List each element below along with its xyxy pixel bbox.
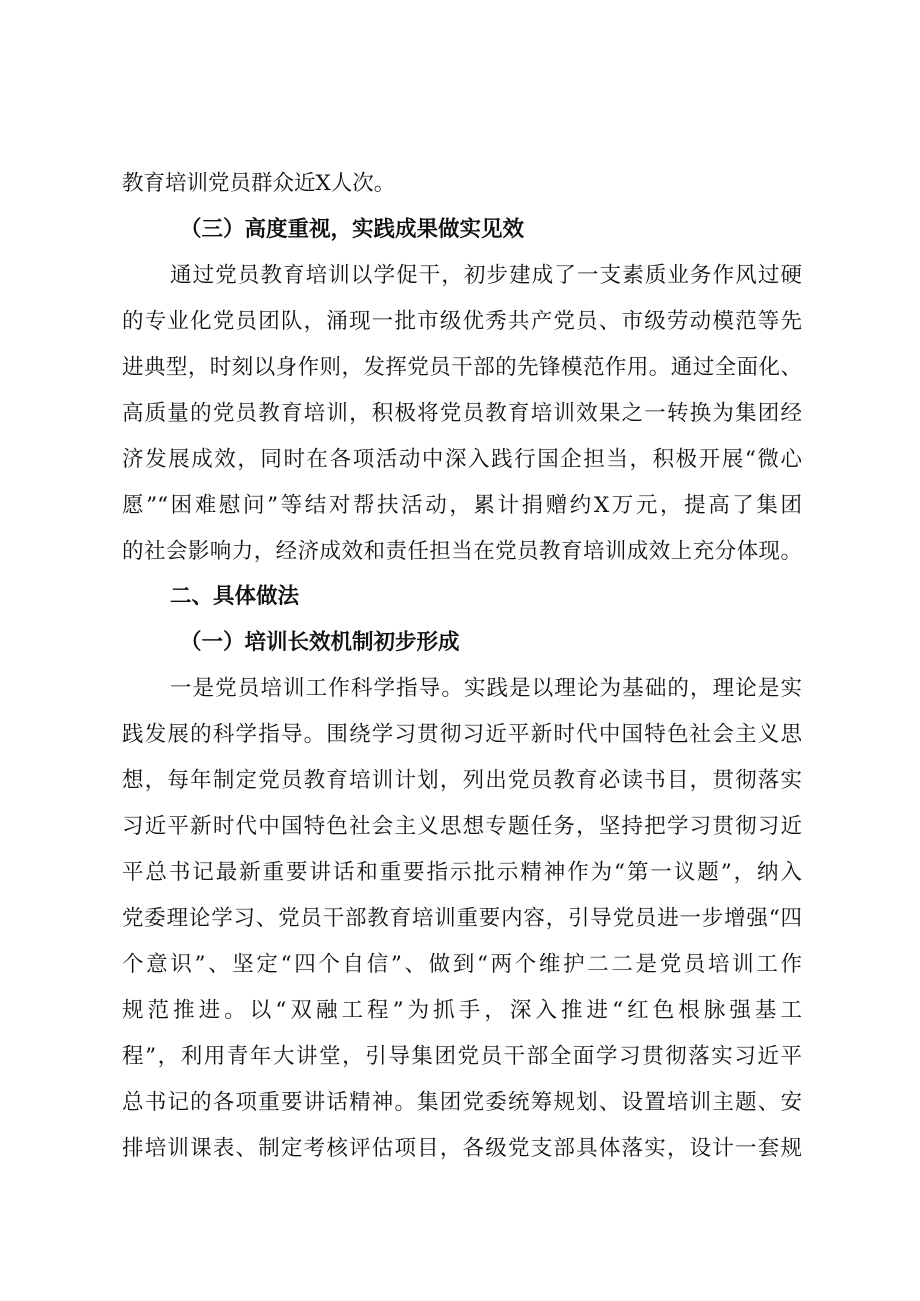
paragraph-line: 想，每年制定党员教育培训计划，列出党员教育必读书目，贯彻落实 [122, 768, 802, 793]
paragraph-line: 进典型，时刻以身作则，发挥党员干部的先锋模范作用。通过全面化、 [122, 355, 802, 380]
section-heading: （一）培训长效机制初步形成 [180, 630, 460, 655]
section-heading: （三）高度重视，实践成果做实见效 [180, 217, 525, 242]
paragraph-line: 践发展的科学指导。围绕学习贯彻习近平新时代中国特色社会主义思 [122, 722, 802, 747]
paragraph-line: 教育培训党员群众近X人次。 [122, 171, 396, 196]
paragraph-line: 规范推进。以“双融工程”为抓手，深入推进“红色根脉强基工 [122, 998, 802, 1023]
paragraph-line: 的社会影响力，经济成效和责任担当在党员教育培训成效上充分体现。 [122, 539, 802, 564]
paragraph-line: 党委理论学习、党员干部教育培训重要内容，引导党员进一步增强“四 [122, 906, 802, 931]
paragraph-line: 平总书记最新重要讲话和重要指示批示精神作为“第一议题”，纳入 [122, 860, 802, 885]
paragraph-line: 的专业化党员团队，涌现一批市级优秀共产党员、市级劳动模范等先 [122, 309, 802, 334]
chapter-heading: 二、具体做法 [170, 584, 300, 609]
paragraph-line: 愿”“困难慰问”等结对帮扶活动，累计捐赠约X万元，提高了集团 [122, 493, 802, 518]
paragraph-line: 总书记的各项重要讲话精神。集团党委统筹规划、设置培训主题、安 [122, 1090, 802, 1115]
paragraph-line: 习近平新时代中国特色社会主义思想专题任务，坚持把学习贯彻习近 [122, 814, 802, 839]
paragraph-line: 一是党员培训工作科学指导。实践是以理论为基础的，理论是实 [170, 676, 802, 701]
paragraph-line: 济发展成效，同时在各项活动中深入践行国企担当，积极开展“微心 [122, 447, 802, 472]
paragraph-line: 个意识”、坚定“四个自信”、做到“两个维护二二是党员培训工作 [122, 952, 802, 977]
paragraph-line: 排培训课表、制定考核评估项目，各级党支部具体落实，设计一套规 [122, 1136, 802, 1161]
paragraph-line: 高质量的党员教育培训，积极将党员教育培训效果之一转换为集团经 [122, 401, 802, 426]
paragraph-line: 通过党员教育培训以学促干，初步建成了一支素质业务作风过硬 [170, 263, 802, 288]
paragraph-line: 程”，利用青年大讲堂，引导集团党员干部全面学习贯彻落实习近平 [122, 1044, 802, 1069]
